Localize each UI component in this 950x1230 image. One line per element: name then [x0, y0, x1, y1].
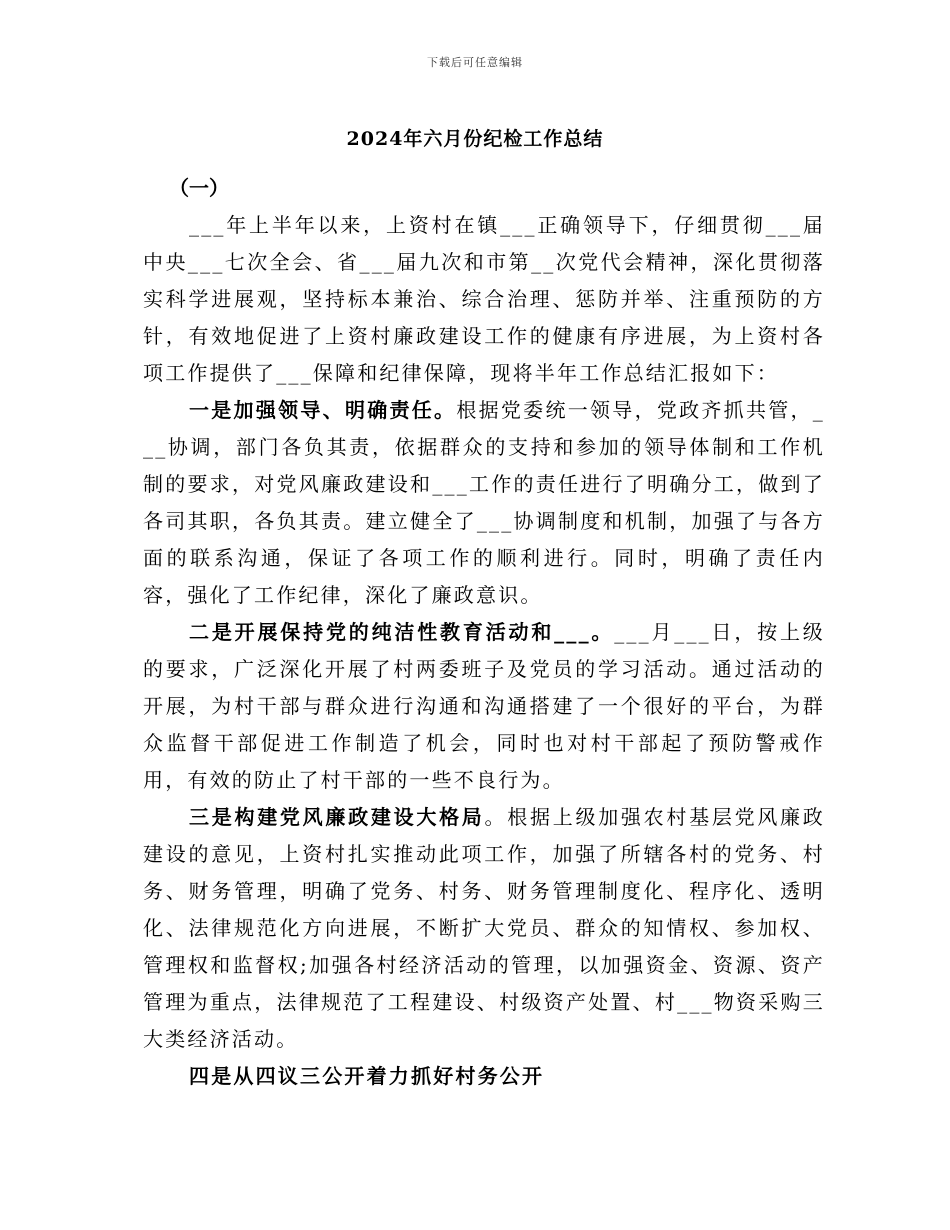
paragraph-framework: [143, 799, 825, 1058]
paragraph-framework-heading: 三是构建党风廉政建设大格局: [189, 805, 485, 829]
page-header-note: 下载后可任意编辑: [427, 56, 523, 69]
document-body: [143, 170, 825, 1095]
document-title: 2024年六月份纪检工作总结: [346, 128, 604, 150]
paragraph-village-affairs-heading: 四是从四议三公开着力抓好村务公开: [189, 1064, 545, 1088]
paragraph-leadership-text: 根据党委统一领导，党政齐抓共管，___协调，部门各负其责，依据群众的支持和参加的领导体制和工作机制的要求，对党风廉政建设和___工作的责任进行了明确分工，做到了各司其职，各负其责。建立健全了___协调制度和机制，加强了与各方面的联系沟通，保证了各项工作的顺利进行。同时，明确了责任内容，强化了工作纪律，深化了廉政意识。: [143, 398, 825, 607]
paragraph-framework-text: 。根据上级加强农村基层党风廉政建设的意见，上资村扎实推动此项工作，加强了所辖各村的党务、村务、财务管理，明确了党务、村务、财务管理制度化、程序化、透明化、法律规范化方向进展，不断扩大党员、群众的知情权、参加权、管理权和监督权;加强各村经济活动的管理，以加强资金、资源、资产管理为重点，法律规范了工程建设、村级资产处置、村___物资采购三大类经济活动。: [143, 805, 825, 1051]
paragraph-village-affairs: [143, 1058, 825, 1095]
section-label: （一）: [169, 176, 229, 200]
paragraph-education-text: ___月___日，按上级的要求，广泛深化开展了村两委班子及党员的学习活动。通过活动的开展，为村干部与群众进行沟通和沟通搭建了一个很好的平台，为群众监督干部促进工作制造了机会，同时也对村干部起了预防警戒作用，有效的防止了村干部的一些不良行为。: [143, 620, 826, 792]
paragraph-leadership-heading: 一是加强领导、明确责任。: [189, 398, 457, 422]
paragraph-intro: [143, 207, 825, 392]
paragraph-intro-text: ___年上半年以来，上资村在镇___正确领导下，仔细贯彻___届中央___七次全会、省___届九次和市第__次党代会精神，深化贯彻落实科学进展观，坚持标本兼治、综合治理、惩防并举、注重预防的方针，有效地促进了上资村廉政建设工作的健康有序进展，为上资村各项工作提供了___保障和纪律保障，现将半年工作总结汇报如下：: [143, 213, 825, 385]
paragraph-education: [143, 614, 825, 799]
paragraph-education-heading: 二是开展保持党的纯洁性教育活动和___。: [189, 620, 615, 644]
paragraph-leadership: [143, 392, 825, 614]
